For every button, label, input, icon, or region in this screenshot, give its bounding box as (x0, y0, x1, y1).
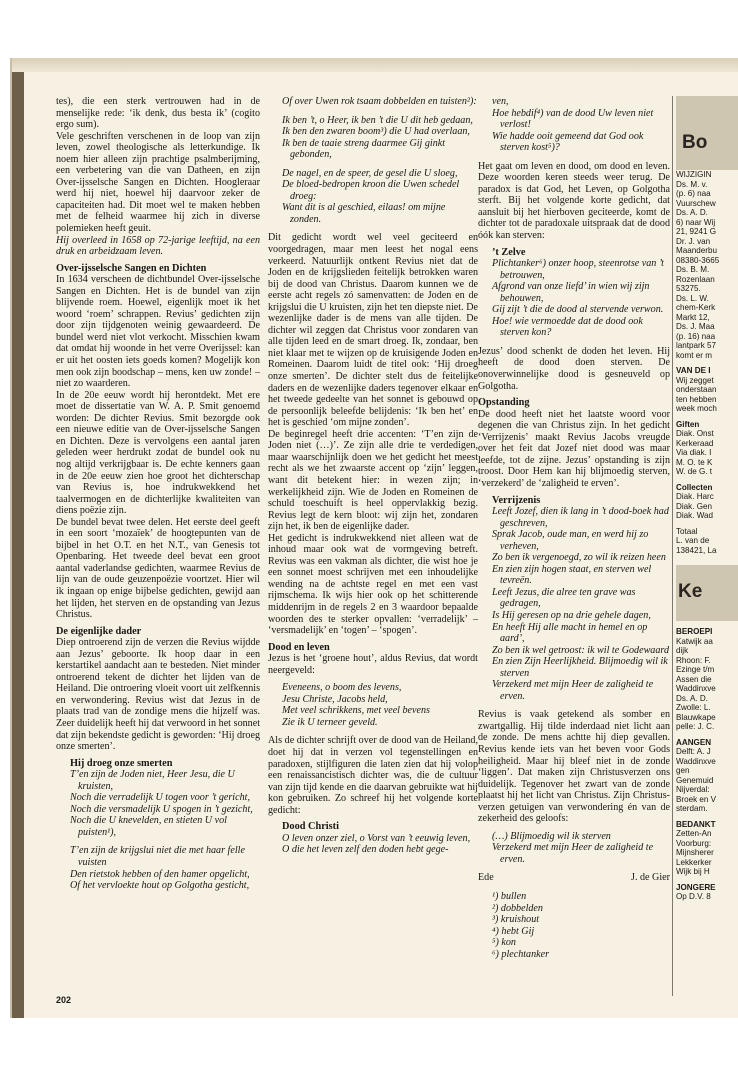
sidebar-line: Op D.V. 8 (676, 892, 711, 901)
paragraph: Jezus is het ‘groene hout’, aldus Revius, dat wordt neergeveld: (268, 653, 478, 676)
footnote: ²) dobbelden (492, 902, 543, 914)
sidebar-line: Katwijk aa (676, 636, 713, 646)
sidebar-line: (p. 16) naa (676, 331, 716, 341)
poem-block (282, 682, 478, 728)
poem-title: Verrijzenis (492, 494, 541, 506)
sidebar-line: chem-Kerk (676, 303, 716, 312)
poem-line: Zo ben ik wel getroost: ik wil te Godewaard (492, 644, 669, 656)
paragraph: Revius is vaak getekend als somber en zwartgallig. Hij tilde inderdaad niet licht aan de zonde. De mens achtte hij diep gevallen. Revius kende iets van het beven voor Gods heiligheid. Maar hij bleef niet in de zonde ‘liggen’. Dat maken zijn Christusverzen ons duidelijk. Tegenover het zwart van de zonde plaatst hij het licht van Christus. Zijn Christus-verzen getuigen van verwondering én van de zekerheid des geloofs: (478, 709, 670, 825)
poem-line: Sprak Jacob, oude man, en werd hij zo verheven, (492, 529, 649, 552)
poem-line: Is Hij geresen op na drie gehele dagen, (492, 609, 651, 621)
sidebar-line: (p. 6) naa (676, 189, 711, 198)
poem-block (70, 758, 260, 892)
poem-line: Zie ik U terneer geveld. (282, 716, 378, 728)
poem-block (492, 247, 670, 339)
sidebar-line: gen (676, 766, 690, 775)
poem-line: En heeft Hij alle macht in hemel en op aard’, (492, 621, 648, 645)
sidebar-line: Dr. J. van (676, 236, 711, 246)
sidebar-line: onderstaan (676, 385, 717, 394)
poem-line: Den rietstok hebben of den hamer opgelicht, (70, 868, 250, 880)
sidebar-line: ten hebben (676, 394, 717, 404)
poem-line: De nagel, en de speer, de gesel die U sloeg, (282, 167, 458, 179)
sidebar-line: Mijnsherer (676, 848, 714, 857)
sidebar-list (676, 429, 738, 477)
sidebar-list (676, 536, 738, 555)
sidebar-line: Broek en V (676, 794, 717, 804)
poem-line: (…) Blijmoedig wil ik sterven (492, 830, 611, 842)
footnote: ¹) bullen (492, 891, 527, 902)
sidebar-line: M. O. te K (676, 457, 713, 467)
sidebar-line: Lekkerker (676, 857, 712, 867)
sidebar-line: Blauwkape (676, 712, 716, 722)
sidebar-line: Zwolle: L. (676, 703, 711, 712)
poem-line: Ik ben de taaie streng daarmee Gij ginkt gebonden, (282, 137, 446, 161)
sidebar-line: Rhoon: F. (676, 655, 711, 665)
poem-block (492, 96, 670, 154)
sidebar-line: Ezinge t/m (676, 665, 715, 674)
sidebar-title: Bo (682, 132, 708, 153)
sidebar-line: 53275. (676, 284, 701, 293)
column-divider (672, 96, 673, 996)
sidebar-line: Wijk bij H (676, 867, 710, 876)
poem-line: Hoe hebdif⁴) van de dood Uw leven niet verlost! (492, 107, 654, 131)
poem-line: Zo ben ik vergenoegd, zo wil ik reizen heen (492, 552, 666, 564)
poem-line: Hoe! wie vermoedde dat de dood ook sterven kon? (492, 315, 643, 339)
signature (478, 872, 670, 884)
section-heading: Opstanding (478, 397, 530, 409)
sidebar-line: pelle: J. C. (676, 722, 715, 731)
column-3 (478, 96, 670, 960)
poem-title: ’t Zelve (492, 246, 526, 258)
sidebar-line: Waddinxve (676, 756, 716, 766)
sidebar-line: Zetten-An (676, 829, 712, 838)
paragraph: In de 20e eeuw wordt hij herontdekt. Met ere moet de dissertatie van W. A. P. Smit genoemd worden: De dichter Revius. Smit bezorgde ook een nieuwe editie van de Over-ijsselsche Sangen en Dichten. Deze is vervolgens een aantal jaren geleden weer herdrukt zodat de bundel ook nu nog altijd verkrijgbaar is. De echte kenners gaan in de 20e eeuw zien hoe groot het dichterschap van Revius is, hoe indrukwekkend het taalvermogen en de dichterlijke kwaliteiten van diens poëzie zijn. (56, 389, 260, 517)
poem-line: Plichtanker⁶) onzer hoop, steenrotse van ’t betrouwen, (492, 258, 664, 281)
paragraph: De bundel bevat twee delen. Het eerste deel geeft in een soort ‘mozaïek’ de hoogtepunten van de bijbel in het O.T. en het N.T., van Genesis tot Openbaring. Het tweede deel bevat een groot aantal vaderlandse gedichten, waarmee Revius de lijn van de oude geuzenpoëzie voortzet. Hier wil ik ingaan op enige bijbelse gedichten, gewijd aan het lijden, het sterven en de opstanding van Jezus Christus. (56, 516, 260, 621)
sidebar-list (676, 376, 738, 414)
poem-line: Noch die verradelijk U togen voor ’t gericht, (70, 792, 250, 804)
poem-line: Leeft Jozef, dien ik lang in ’t dood-boek had geschreven, (492, 506, 669, 529)
sidebar-section-heading: Collecten (676, 482, 713, 492)
sidebar-list (676, 637, 738, 732)
paragraph: De dood heeft niet het laatste woord voor degenen die van Christus zijn. In het gedicht ‘Verrijzenis’ maakt Revius Jacobs vreugde over het feit dat Jozef niet dood was maar leefde, tot de zijne. Jezus’ opstanding is zijn troost. Door Hem kan hij blijmoedig sterven, ‘verzekerd’ de ‘zaligheid te erven’. (478, 408, 670, 489)
poem-block (492, 495, 670, 703)
poem-line: De bloed-bedropen kroon die Uwen schedel droeg: (282, 179, 460, 202)
sidebar-section-heading: VAN DE I (676, 366, 711, 375)
poem-line: Want dit is al geschied, eilaas! om mijne zonden. (282, 202, 446, 225)
poem-line: Noch die versmadelijk U spogen in ’t gezicht, (70, 803, 253, 815)
paragraph: Jezus’ dood schenkt de doden het leven. Hij heeft de dood doen sterven. De onoverwinnelijke dood is gesneuveld op Golgotha. (478, 345, 670, 392)
paragraph: Vele geschriften verschenen in de loop van zijn leven, zowel theologische als letterkundige. Ik noem hier alleen zijn prachtige psalmberijming, een verbetering van die van Datheen, en zijn Over-ijsselsche Sangen en Dichten. Hoogleraar werd hij niet, hoewel hij daarvoor zeker de capaciteiten had. Dit moet wel te maken hebben met de felheid waarmee hij zich in diverse polemieken heeft geuit. (56, 130, 260, 235)
poem-line: Eveneens, o boom des levens, (282, 682, 402, 694)
sidebar-line: Ds. B. M. (676, 265, 710, 274)
sidebar-line: Genemuid (676, 775, 714, 785)
column-2 (268, 96, 478, 856)
sidebar-line: Diak. Harc (676, 492, 714, 501)
top-shadow-band (12, 58, 738, 72)
sidebar-line: Ds. M. v. (676, 179, 708, 189)
sidebar-line: W. de G. t (676, 467, 712, 476)
poem-title: Dood Christi (282, 821, 339, 833)
sidebar-line: Waddinxve (676, 684, 716, 693)
page-edge (12, 58, 24, 1018)
poem-block (282, 96, 478, 225)
sidebar-line: L. van de (676, 536, 710, 545)
sidebar-line: Rozenlaan (676, 274, 715, 284)
sidebar-list (676, 747, 738, 814)
sidebar-list (676, 492, 738, 521)
sidebar-line: Diak. Wad (676, 511, 714, 520)
page-number: 202 (56, 995, 72, 1005)
sidebar-line: Ds. L. W. (676, 293, 709, 303)
footnotes (492, 891, 670, 960)
poem-line: T’en zijn de krijgslui niet die met haar felle vuisten (70, 845, 245, 868)
column-1 (56, 96, 260, 892)
sidebar-section-heading: BEDANKT (676, 819, 716, 829)
poem-line: Noch die U knevelden, en stieten U vol puisten¹), (70, 815, 227, 838)
sidebar-line: Delft: A. J (676, 747, 711, 756)
sidebar-line: Kerkeraad (676, 438, 714, 448)
signature-place: Ede (478, 872, 494, 884)
sidebar-section-heading: Totaal (676, 526, 698, 536)
sidebar-section-heading: AANGEN (676, 737, 712, 747)
sidebar-line: Ds. J. Maa (676, 322, 715, 331)
sidebar-line: 138421, La (676, 545, 717, 555)
paragraph: tes), die een sterk vertrouwen had in de menselijke rede: ‘ik denk, dus besta ik’ (cogito ergo sum). (56, 96, 260, 131)
poem-line: En zien Zijn Heerlijkheid. Blijmoedig wil ik sterven (492, 656, 668, 679)
poem-block (492, 831, 670, 866)
sidebar-line: komt er m (676, 350, 712, 360)
poem-line: Wie hadde ooit gemeend dat God ook sterven kost⁵)? (492, 130, 644, 154)
poem-line: Of het vervloekte hout op Golgotha gesticht, (70, 880, 250, 892)
poem-line: Met veel schrikkens, met veel bevens (282, 705, 430, 717)
paragraph: Het gedicht is indrukwekkend niet alleen wat de inhoud maar ook wat de vormgeving betreft. Revius was een vakman als dichter, die wist hoe je een sonnet moest schrijven met een inhoudelijke wending na de achtste regel en met een vast rijmschema. Ik wijs hier ook op het schitterende middenrijm in de regels 2 en 3 waardoor bepaalde woorden des te sterker opvallen: ‘verradelijk’ – ‘versmadelijk’ en ‘togen’ – ‘spogen’. (268, 532, 478, 637)
sidebar-line: 6) naar Wij (676, 217, 716, 227)
footnote: ³) kruishout (492, 914, 540, 926)
footnote: ⁴) hebt Gij (492, 925, 535, 937)
poem-line: Jesu Christe, Jacobs held, (282, 693, 388, 705)
paragraph: In 1634 verscheen de dichtbundel Over-ijsselsche Sangen en Dichten. Het is de bundel van zijn blijvende roem. Hoewel, eigenlijk moet ik het woord ‘roem’ schrappen. Revius’ gedichten zijn door zijn tijdgenoten weinig gewaardeerd. De bundel werd niet vlot verkocht. Misschien kwam dat omdat hij woonde in het verre Overijssel: kan er uit het oosten iets goeds komen? Mogelijk kon men ook zijn boodschap – mens, ken uw zonde! – niet zo waarderen. (56, 274, 260, 390)
sidebar-line: Voorburg: (676, 838, 712, 848)
sidebar-section-heading: BEROEPI (676, 627, 713, 636)
poem-line: O leven onzer ziel, o Vorst van ’t eeuwig leven, (282, 832, 471, 844)
sidebar-line: Vuurschew (676, 198, 716, 208)
sidebar-line: lantpark 57 (676, 341, 717, 350)
poem-line: T’en zijn de Joden niet, Heer Jesu, die U kruisten, (70, 769, 235, 792)
sidebar-line: Ds. A. D. (676, 693, 708, 703)
poem-line: Ik ben den zwaren boom³) die U had overlaan, (282, 126, 470, 138)
poem-line: Afgrond van onze liefd’ in wien wij zijn behouwen, (492, 281, 650, 304)
sidebar-line: WIJZIGIN (676, 170, 712, 179)
sidebar-line: 21, 9241 G (676, 227, 717, 236)
sidebar-section-heading: Giften (676, 419, 700, 429)
sidebar-line: week moch (676, 404, 717, 413)
sidebar-line: Wij zegget (676, 375, 714, 385)
sidebar-column (676, 96, 738, 1016)
poem-line: Gij zijt ’t die de dood al stervende verwon. (492, 304, 664, 316)
sidebar-line: Maanderbu (676, 246, 717, 255)
sidebar-line: sterdam. (676, 804, 708, 813)
sidebar-line: Diak. Gen (676, 501, 712, 511)
poem-line: O die het leven zelf den doden hebt gege- (282, 844, 449, 856)
sidebar-header-box (676, 96, 738, 170)
paragraph: Diep ontroerend zijn de verzen die Revius wijdde aan Jezus’ geboorte. Ik hoop daar in een kerstartikel aandacht aan te besteden. Niet minder ontroerend tekent de dichter het lijden van de Heiland. Die ontroering vloeit voort uit zelfkennis en verwondering. Revius wist dat Jezus in de plaats trad van de zondige mens die hijzelf was. Zeer duidelijk heeft hij dat verwoord in het sonnet dat zijn bekendste gedicht is geworden: ‘Hij droeg onze smerten’. (56, 637, 260, 753)
sidebar-line: Markt 12, (676, 312, 710, 322)
paragraph: De beginregel heeft drie accenten: ‘T’en zijn de Joden niet (…)’. Ze zijn alle drie te verdedigen, maar waarschijnlijk doen we het gedicht het meest recht als we het zwaarste accent op ‘zijn’ leggen, want dit betekent hier: in wezen zijn; in werkelijkheid zijn. Wie de Joden en Romeinen de schuld toeschuift is heel oppervlakkig bezig. Revius legt de kern bloot: wij zijn het, zondaren zijn het, ik ben de eigenlijke dader. (268, 428, 478, 533)
poem-line: ven, (492, 96, 509, 107)
section-heading: Over-ijsselsche Sangen en Dichten (56, 262, 207, 274)
sidebar-line: Assen die (676, 674, 712, 684)
poem-line: Leeft Jezus, die alree ten grave was gedragen, (492, 586, 636, 610)
poem-line: Verzekerd met mijn Heer de zaligheid te erven. (492, 842, 654, 865)
paragraph: Hij overleed in 1658 op 72-jarige leeftijd, na een druk en arbeidzaam leven. (56, 234, 260, 258)
poem-block (282, 821, 478, 856)
section-heading: De eigenlijke dader (56, 625, 142, 637)
sidebar-line: Via diak. I (676, 448, 712, 457)
paragraph: Als de dichter schrijft over de dood van de Heiland, doet hij dat in verzen vol tegenstellingen en paradoxen, stijlfiguren die laten zien dat hij volop een renaissancistisch dichter was, die de cultuur van zijn tijd kende en die daarvan gebruikte wat hij kon gebruiken. Zo schreef hij het volgende korte gedicht: (268, 735, 478, 816)
footnote: ⁶) plechtanker (492, 948, 550, 960)
poem-line: Ik ben ’t, o Heer, ik ben ’t die U dit heb gedaan, (282, 114, 473, 126)
sidebar-line: Ds. A. D. (676, 208, 708, 217)
poem-line: En zien zijn hogen staat, en sterven wel tevreën. (492, 563, 652, 587)
sidebar-list (676, 892, 738, 902)
paragraph: Dit gedicht wordt wel veel geciteerd en voorgedragen, maar men leest het nogal eens verkeerd. Natuurlijk ontkent Revius niet dat de Joden en de krijgslieden feitelijk betrokken waren bij de dood van Christus. Daarom kunnen we de eerste acht regels zó samenvatten: de Joden en de krijgslui die U kruisten, zijn het ten diepste niet. De wezenlijke dader is de mens van alle tijden. De dichter wil zeggen dat Christus voor zondaren van alle tijden leed en de smart droeg. Ik, zondaar, ben niet klaar met te wijzen op de kruisigende Joden en Romeinen. Daarom luidt de titel ook: ‘Hij droeg onze smerten’. De dichter stelt dus de feitelijke daders en de wezenlijke daders tegenover elkaar en het tweede gedeelte van het sonnet is gebouwd op de persoonlijk beleefde belijdenis: ‘Ik ben het’ en het is geschied ‘om mijne zonden’. (268, 232, 478, 429)
poem-line: Verzekerd met mijn Heer de zaligheid te erven. (492, 679, 654, 702)
sidebar-line: 08380-3665 (676, 255, 720, 265)
sidebar-list (676, 829, 738, 877)
poem-title: Hij droeg onze smerten (70, 757, 173, 769)
footnote: ⁵) kon (492, 937, 516, 949)
paragraph: Het gaat om leven en dood, om dood en leven. Deze woorden keren steeds weer terug. De paradox is dat God, het Leven, op Golgotha sterft. Bij het volgende korte gedicht, dat aansluit bij het hierboven geciteerde, komt de dichter tot de paradoxale uitspraak dat de dood óók kan sterven: (478, 160, 670, 242)
signature-author: J. de Gier (631, 872, 670, 884)
sidebar-header-box (676, 565, 738, 621)
sidebar-section-heading: JONGERE (676, 882, 716, 892)
poem-line: Of over Uwen rok tsaam dobbelden en tuisten²): (282, 96, 477, 107)
sidebar-list (676, 170, 738, 360)
sidebar-line: Diak. Onst (676, 429, 714, 438)
sidebar-title: Ke (678, 581, 703, 602)
section-heading: Dood en leven (268, 641, 330, 653)
sidebar-line: Nijverdal: (676, 785, 710, 794)
sidebar-line: dijk (676, 646, 689, 655)
